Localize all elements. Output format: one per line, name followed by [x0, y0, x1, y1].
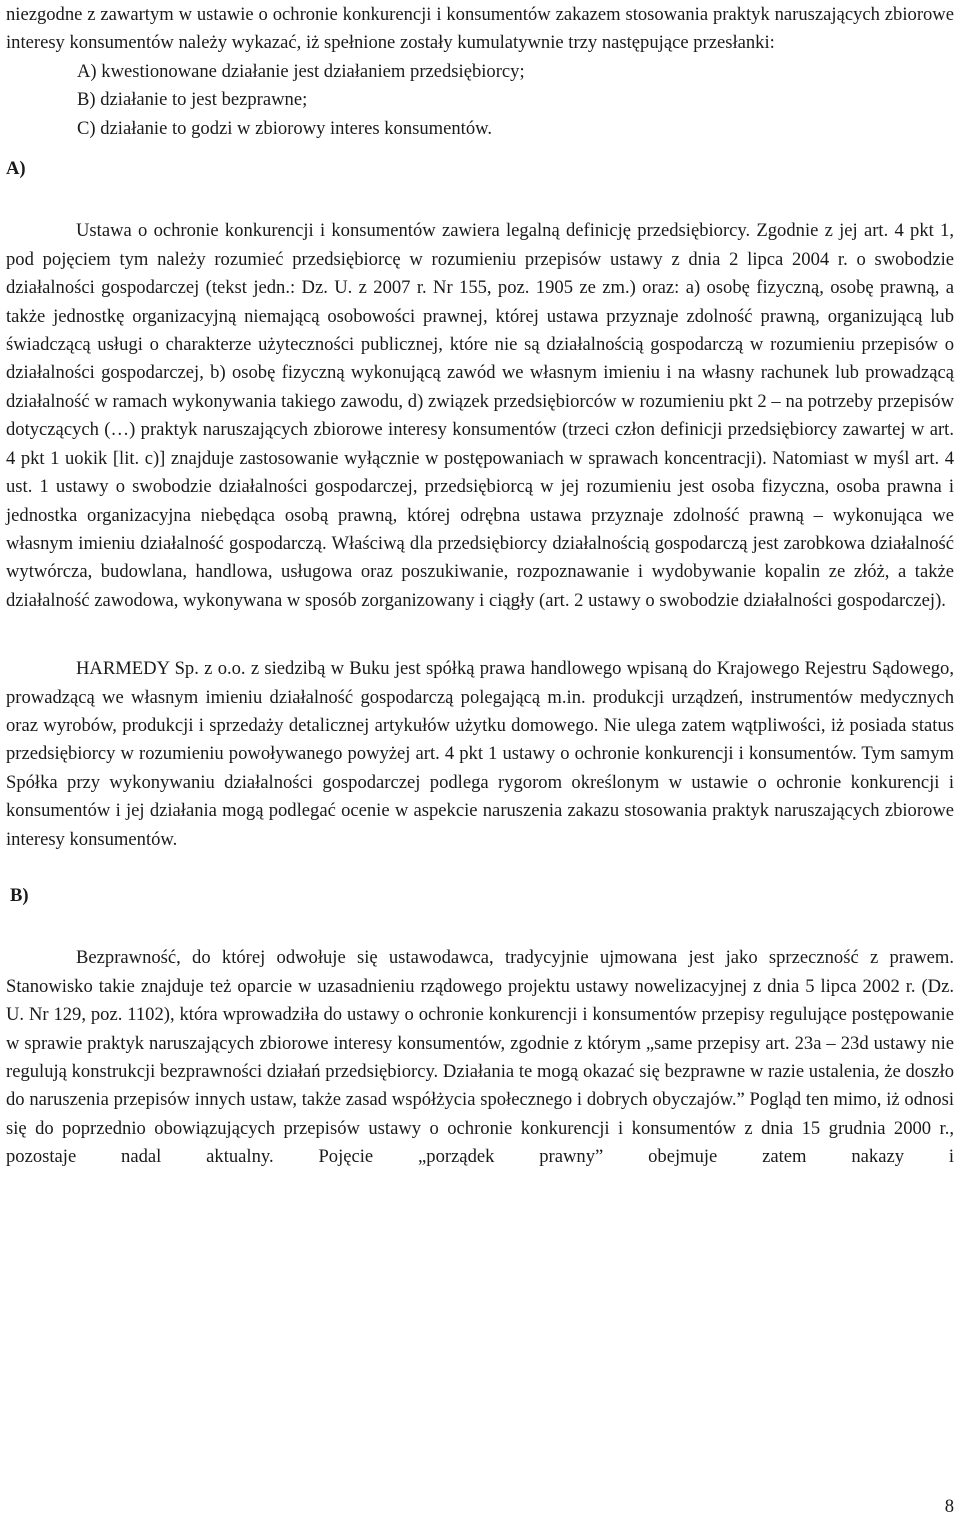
intro-paragraph: niezgodne z zawartym w ustawie o ochronie konkurencji i konsumentów zakazem stosowania praktyk naruszających zbiorowe interesy konsumentów należy wykazać, iż spełnione zostały kumulatywnie trzy następujące przesłanki:: [6, 4, 954, 54]
page-number: 8: [944, 1496, 954, 1517]
premise-item: A) kwestionowane działanie jest działaniem przedsiębiorcy;: [77, 60, 525, 82]
document-page: [6, 0, 954, 1172]
section-b-heading: B): [10, 884, 29, 906]
premise-item: C) działanie to godzi w zbiorowy interes konsumentów.: [77, 117, 492, 139]
premise-item: B) działanie to jest bezprawne;: [77, 89, 308, 111]
section-a-heading: A): [6, 158, 26, 180]
premises-list: [6, 58, 954, 143]
section-a-paragraph-2: HARMEDY Sp. z o.o. z siedzibą w Buku jest spółką prawa handlowego wpisaną do Krajowego Rejestru Sądowego, prowadzącą we własnym imieniu działalność gospodarczą polegającą m.in. produkcji urządzeń, instrumentów medycznych oraz wyrobów, produkcji i sprzedaży detalicznej artykułów użytku domowego. Nie ulega zatem wątpliwości, iż posiada status przedsiębiorcy w rozumieniu powoływanego powyżej art. 4 pkt 1 ustawy o ochronie konkurencji i konsumentów. Tym samym Spółka przy wykonywaniu działalności gospodarczej podlega rygorom określonym w ustawie o ochronie konkurencji i konsumentów i jej działania mogą podlegać ocenie w aspekcie naruszenia zakazu stosowania praktyk naruszających zbiorowe interesy konsumentów.: [6, 658, 954, 850]
section-b-paragraph-1: Bezprawność, do której odwołuje się ustawodawca, tradycyjnie ujmowana jest jako sprzeczność z prawem. Stanowisko takie znajduje też oparcie w uzasadnieniu rządowego projektu ustawy nowelizacyjnej z dnia 5 lipca 2002 r. (Dz. U. Nr 129, poz. 1102), która wprowadziła do ustawy o ochronie konkurencji i konsumentów przepisy regulujące postępowanie w sprawie praktyk naruszających zbiorowe interesy konsumentów, zgodnie z którym „same przepisy art. 23a – 23d ustawy nie regulują konstrukcji bezprawności działań przedsiębiorcy. Działania te mogą okazać się bezprawne w razie ustalenia, że doszło do naruszenia przepisów innych ustaw, także zasad współżycia społecznego i dobrych obyczajów.” Pogląd ten mimo, iż odnosi się do poprzednio obowiązujących przepisów ustawy o ochronie konkurencji i konsumentów z dnia 15 grudnia 2000 r., pozostaje nadal aktualny. Pojęcie „porządek prawny” obejmuje zatem nakazy i: [6, 947, 954, 1168]
section-a-paragraph-1: Ustawa o ochronie konkurencji i konsumentów zawiera legalną definicję przedsiębiorcy. Zgodnie z jej art. 4 pkt 1, pod pojęciem tym należy rozumieć przedsiębiorcę w rozumieniu przepisów ustawy z dnia 2 lipca 2004 r. o swobodzie działalności gospodarczej (tekst jedn.: Dz. U. z 2007 r. Nr 155, poz. 1905 ze zm.) oraz: a) osobę fizyczną, osobę prawną, a także jednostkę organizacyjną niemającą osobowości prawnej, której ustawa przyznaje zdolność prawną, organizującą lub świadczącą usługi o charakterze użyteczności publicznej, które nie są działalnością gospodarczą w rozumieniu przepisów o działalności gospodarczej, b) osobę fizyczną wykonującą zawód we własnym imieniu i na własny rachunek lub prowadzącą działalność w ramach wykonywania takiego zawodu, d) związek przedsiębiorców w rozumieniu pkt 2 – na potrzeby przepisów dotyczących (…) praktyk naruszających zbiorowe interesy konsumentów (trzeci człon definicji przedsiębiorcy zawartej w art. 4 pkt 1 uokik [lit. c)] znajduje zastosowanie wyłącznie w postępowaniach w sprawach koncentracji). Natomiast w myśl art. 4 ust. 1 ustawy o swobodzie działalności gospodarczej, przedsiębiorcą w jej rozumieniu jest osoba fizyczna, osoba prawna i jednostka organizacyjna niebędąca osobą prawną, której odrębna ustawa przyznaje zdolność prawną – wykonująca we własnym imieniu działalność gospodarczą. Właściwą dla przedsiębiorcy działalnością gospodarczą jest zarobkowa działalność wytwórcza, budowlana, handlowa, usługowa oraz poszukiwanie, rozpoznawanie i wydobywanie kopalin ze złóż, a także działalność zawodowa, wykonywana w sposób zorganizowany i ciągły (art. 2 ustawy o swobodzie działalności gospodarczej).: [6, 220, 954, 611]
